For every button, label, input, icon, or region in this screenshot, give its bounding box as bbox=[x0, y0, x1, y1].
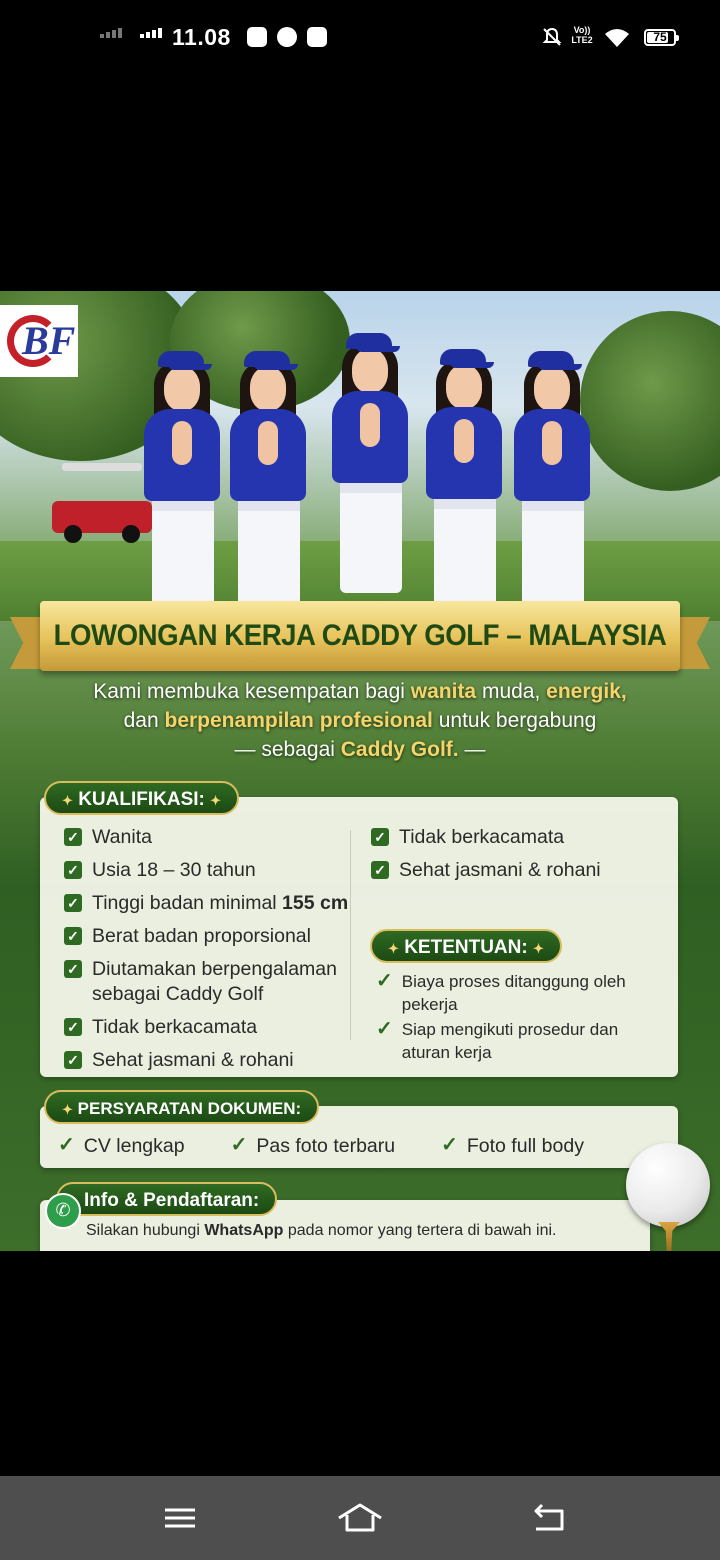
app-icon bbox=[277, 27, 297, 47]
list-item: ✓ Foto full body bbox=[441, 1134, 584, 1157]
qualifications-heading: ✦ KUALIFIKASI: ✦ bbox=[44, 781, 239, 815]
battery-level: 75 bbox=[653, 30, 667, 44]
company-logo: BF bbox=[0, 305, 78, 377]
check-icon: ✓ bbox=[441, 1134, 458, 1156]
documents-heading: ✦ PERSYARATAN DOKUMEN: bbox=[44, 1090, 319, 1124]
list-item: ✓ Tidak berkacamata bbox=[64, 1015, 354, 1040]
list-item: ✓ Diutamakan berpengalaman sebagai Caddy Golf bbox=[64, 957, 354, 1007]
documents-list bbox=[58, 1134, 658, 1159]
menu-icon[interactable] bbox=[160, 1502, 200, 1534]
list-item: ✓ Usia 18 – 30 tahun bbox=[64, 858, 354, 883]
ketentuan-heading: ✦ KETENTUAN: ✦ bbox=[370, 929, 562, 963]
ketentuan-list bbox=[376, 970, 666, 1064]
navigation-bar bbox=[0, 1476, 720, 1560]
caddy-figure bbox=[326, 333, 414, 613]
list-item: ✓ Tinggi badan minimal 155 cm bbox=[64, 891, 354, 916]
signal-icon bbox=[100, 28, 122, 38]
wifi-icon bbox=[604, 26, 630, 48]
checkbox-icon: ✓ bbox=[64, 960, 82, 978]
qualifications-list-right bbox=[371, 825, 671, 883]
letterbox-bottom bbox=[0, 1251, 720, 1476]
checkbox-icon: ✓ bbox=[64, 1051, 82, 1069]
list-item: ✓ Wanita bbox=[64, 825, 354, 850]
caddy-figure bbox=[224, 351, 312, 611]
intro-text: Kami membuka kesempatan bagi wanita muda, energik, dan berpenampilan profesional untuk bergabung — sebagai Caddy Golf. — bbox=[93, 680, 627, 761]
list-item: ✓ Sehat jasmani & rohani bbox=[371, 858, 671, 883]
mute-icon bbox=[541, 26, 563, 48]
list-item: ✓ Tidak berkacamata bbox=[371, 825, 671, 850]
check-icon: ✓ bbox=[376, 970, 393, 992]
caddy-figure bbox=[420, 349, 508, 611]
home-icon[interactable] bbox=[335, 1502, 385, 1534]
checkbox-icon: ✓ bbox=[64, 894, 82, 912]
status-bar bbox=[0, 0, 720, 80]
check-icon: ✓ bbox=[376, 1018, 393, 1040]
list-item: ✓ Siap mengikuti prosedur dan aturan kerja bbox=[376, 1018, 619, 1062]
qualifications-list-left bbox=[64, 825, 354, 1073]
check-icon: ✓ bbox=[58, 1134, 75, 1156]
registration-heading: Info & Pendaftaran: bbox=[56, 1182, 277, 1216]
caddy-figure bbox=[138, 351, 226, 611]
battery-icon bbox=[644, 29, 676, 46]
banner-title: LOWONGAN KERJA CADDY GOLF – MALAYSIA bbox=[53, 619, 667, 652]
network-label: Vo)) LTE2 bbox=[571, 25, 593, 45]
checkbox-icon: ✓ bbox=[64, 927, 82, 945]
whatsapp-icon: ✆ bbox=[45, 1193, 81, 1229]
list-item: ✓ CV lengkap bbox=[58, 1134, 185, 1157]
clock: 11.08 bbox=[172, 24, 231, 50]
list-item: ✓ Biaya proses ditanggung oleh pekerja bbox=[376, 970, 626, 1014]
golf-ball bbox=[626, 1143, 710, 1227]
list-item: ✓ Sehat jasmani & rohani bbox=[64, 1048, 354, 1073]
checkbox-icon: ✓ bbox=[371, 861, 389, 879]
checkbox-icon: ✓ bbox=[64, 1018, 82, 1036]
tree bbox=[580, 311, 720, 491]
checkbox-icon: ✓ bbox=[371, 828, 389, 846]
back-icon[interactable] bbox=[528, 1502, 568, 1534]
column-divider bbox=[350, 830, 351, 1040]
check-icon: ✓ bbox=[230, 1134, 248, 1156]
mail-icon bbox=[307, 27, 327, 47]
registration-text: Silakan hubungi WhatsApp pada nomor yang tertera di bawah ini. bbox=[86, 1222, 557, 1239]
checkbox-icon: ✓ bbox=[64, 861, 82, 879]
golf-cart bbox=[52, 463, 152, 543]
list-item: ✓ Berat badan proporsional bbox=[64, 924, 354, 949]
signal-icon bbox=[140, 28, 162, 38]
title-banner bbox=[10, 597, 710, 677]
checkbox-icon: ✓ bbox=[64, 828, 82, 846]
list-item: ✓ Pas foto terbaru bbox=[230, 1134, 396, 1157]
instagram-icon bbox=[247, 27, 267, 47]
caddy-figure bbox=[508, 351, 596, 611]
